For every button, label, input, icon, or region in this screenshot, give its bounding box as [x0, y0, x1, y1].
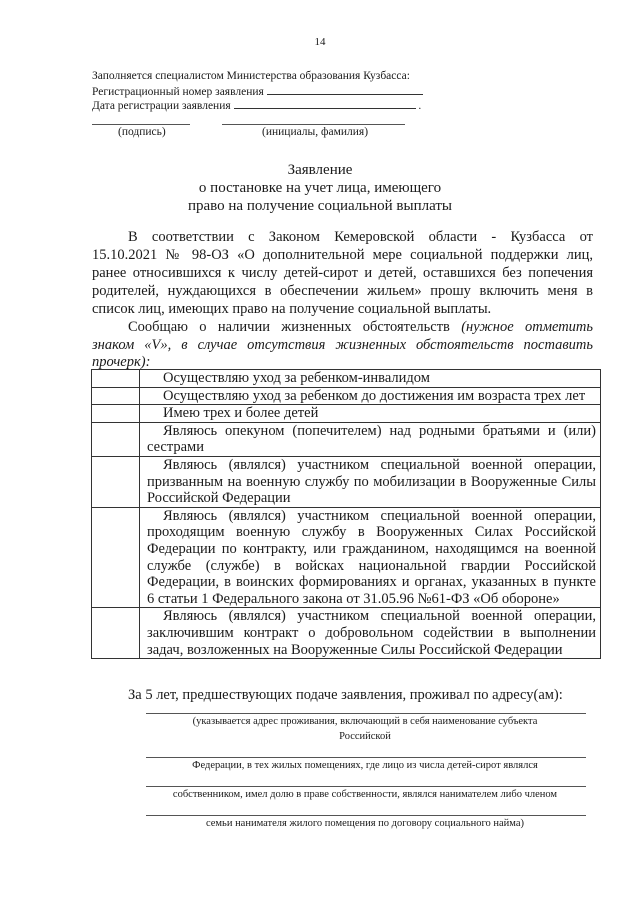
option-text-3: Имею трех и более детей: [140, 405, 601, 423]
registration-number-label: Регистрационный номер заявления: [92, 86, 264, 98]
option-checkbox-6[interactable]: [92, 507, 140, 608]
address-line-3[interactable]: [146, 786, 586, 787]
application-title: Заявление: [287, 162, 353, 178]
option-row: [92, 507, 601, 608]
registration-header: Заполняется специалистом Министерства образования Кузбасса:: [92, 70, 410, 82]
paragraph-1-line-4: родителей, нуждающихся в обеспечении жильем» прошу включить меня в: [92, 283, 593, 299]
address-line-2[interactable]: [146, 757, 586, 758]
option-text-7: Являюсь (являлся) участником специальной военной операции, заключившим контракт о добровольном содействии в выполнении задач, возложенных на Вооруженные Силы Российской Федерации: [140, 608, 601, 659]
registration-date-label: Дата регистрации заявления: [92, 100, 231, 112]
address-caption-4: собственником, имел долю в праве собственности, являлся нанимателем либо членом: [172, 789, 558, 800]
signature-caption: (подпись): [118, 126, 166, 138]
paragraph-1-line-1: В соответствии с Законом Кемеровской области - Кузбасса от: [128, 229, 593, 245]
option-checkbox-2[interactable]: [92, 387, 140, 405]
paragraph-1-line-5: список лиц, имеющих право на получение социальной выплаты.: [92, 301, 492, 317]
application-subtitle-2: право на получение социальной выплаты: [187, 198, 453, 214]
option-checkbox-3[interactable]: [92, 405, 140, 423]
address-line-4[interactable]: [146, 815, 586, 816]
initials-caption: (инициалы, фамилия): [262, 126, 369, 138]
option-checkbox-1[interactable]: [92, 370, 140, 388]
address-caption-3: Федерации, в тех жилых помещениях, где лицо из числа детей-сирот являлся: [192, 760, 538, 771]
registration-date-row: [92, 97, 421, 113]
application-subtitle-1: о постановке на учет лица, имеющего: [198, 180, 442, 196]
paragraph-2-line-3: прочерк):: [92, 354, 151, 370]
option-checkbox-4[interactable]: [92, 422, 140, 456]
page-number: 14: [314, 36, 326, 48]
address-intro: За 5 лет, предшествующих подаче заявления, проживал по адресу(ам):: [128, 687, 563, 703]
registration-date-dot: .: [418, 100, 422, 112]
address-caption-1: (указывается адрес проживания, включающий в себя наименование субъекта: [192, 716, 538, 727]
registration-number-field[interactable]: [267, 83, 423, 95]
option-text-1: Осуществляю уход за ребенком-инвалидом: [140, 370, 601, 388]
option-row: [92, 405, 601, 423]
paragraph-1-line-2: 15.10.2021 № 98-ОЗ «О дополнительной мере социальной поддержки лиц,: [92, 247, 593, 263]
paragraph-2-line-2: знаком «V», в случае отсутствия жизненных обстоятельств поставить: [92, 337, 593, 353]
option-text-5: Являюсь (являлся) участником специальной военной операции, призванным на военную службу по мобилизации в Вооруженные Силы Российской Федерации: [140, 456, 601, 507]
option-row: [92, 422, 601, 456]
option-row: [92, 370, 601, 388]
option-checkbox-5[interactable]: [92, 456, 140, 507]
initials-line[interactable]: [222, 124, 405, 125]
option-row: [92, 387, 601, 405]
paragraph-1-line-3: ранее относившихся к числу детей-сирот и детей, оставшихся без попечения: [92, 265, 593, 281]
address-caption-2: Российской: [339, 731, 391, 742]
option-row: [92, 608, 601, 659]
option-row: [92, 456, 601, 507]
option-text-2: Осуществляю уход за ребенком до достижения им возраста трех лет: [140, 387, 601, 405]
registration-date-field[interactable]: [234, 97, 416, 109]
paragraph-2-line-1: Сообщаю о наличии жизненных обстоятельств (нужное отметить: [128, 319, 594, 335]
circumstances-table: [91, 369, 601, 659]
option-text-4: Являюсь опекуном (попечителем) над родными братьями и (или) сестрами: [140, 422, 601, 456]
address-line-1[interactable]: [146, 713, 586, 714]
signature-line[interactable]: [92, 124, 190, 125]
address-caption-5: семьи нанимателя жилого помещения по договору социального найма): [205, 818, 525, 829]
option-checkbox-7[interactable]: [92, 608, 140, 659]
option-text-6: Являюсь (являлся) участником специальной военной операции, проходящим военную службу в Вооруженных Силах Российской Федерации по контракту, или гражданином, находящимся на военной службе (службе) в войсках национальной гвардии Российской Федерации, в воинских формированиях и органах, указанных в пункте 6 статьи 1 Федерального закона от 31.05.96 №61-ФЗ «Об обороне»: [140, 507, 601, 608]
